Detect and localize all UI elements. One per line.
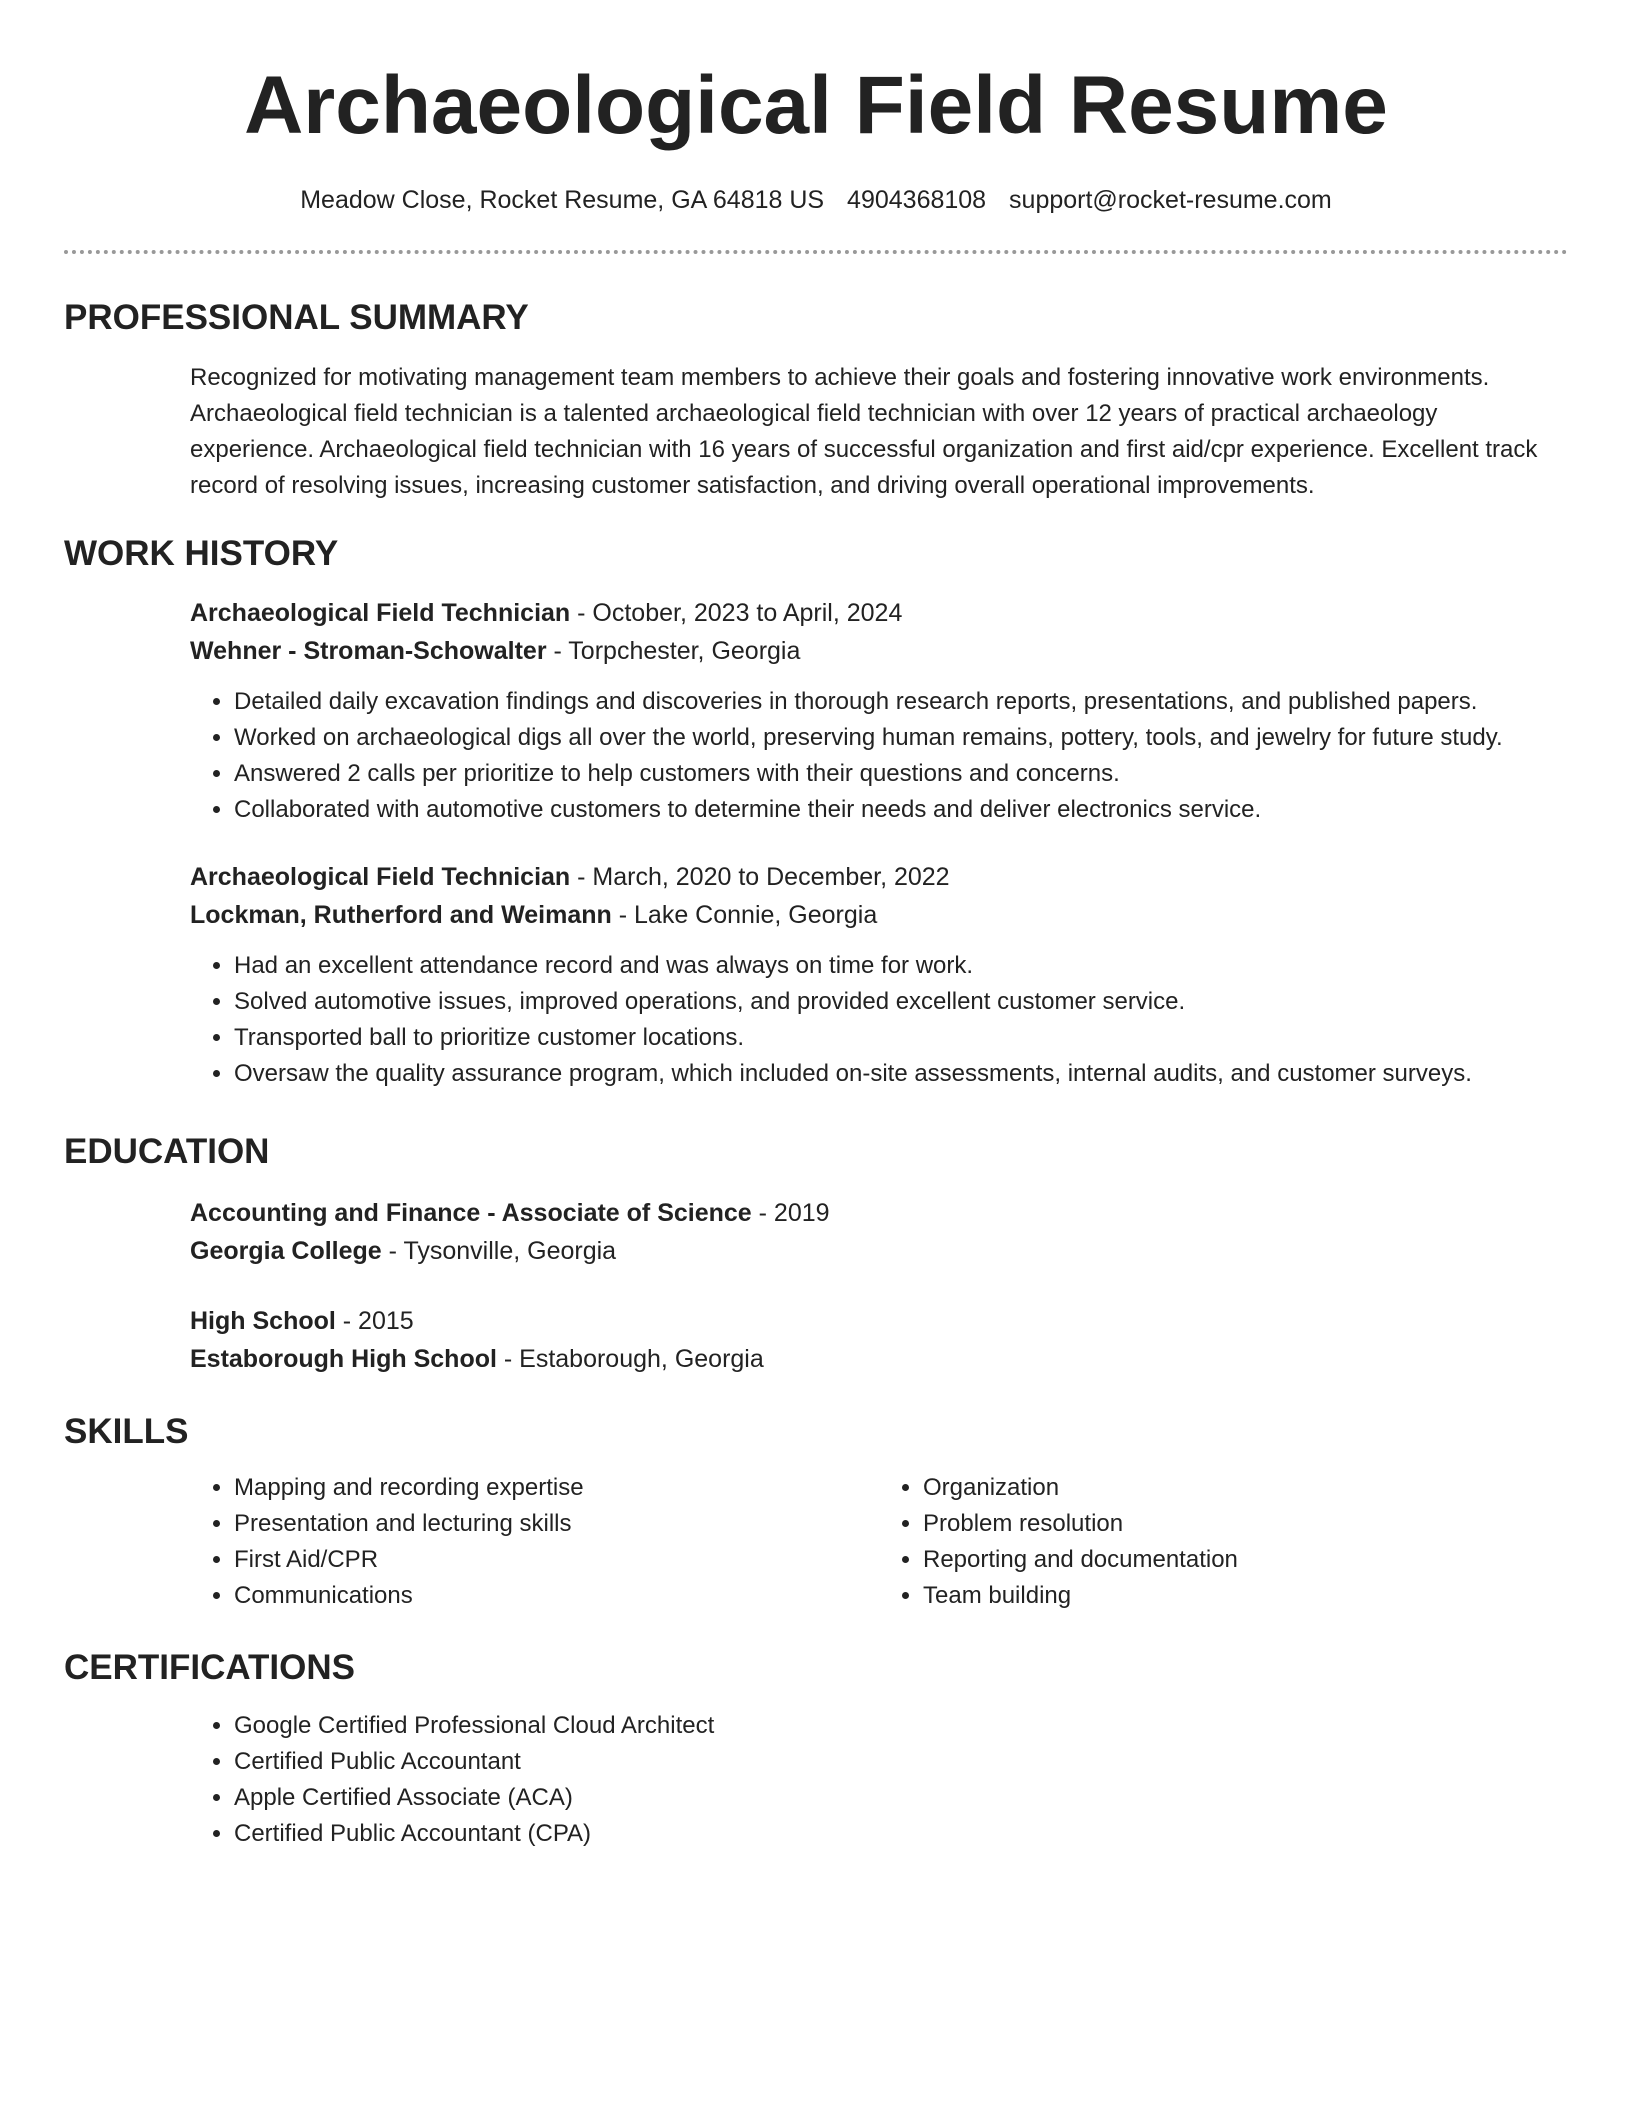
education-entry: [190, 1302, 1568, 1378]
job-company: Lockman, Rutherford and Weimann: [190, 901, 612, 929]
skill-item: • Problem resolution: [923, 1506, 1568, 1542]
skill-item: • Team building: [923, 1578, 1568, 1614]
skills-body: [190, 1470, 1568, 1614]
job-bullet: • Worked on archaeological digs all over the world, preserving human remains, pottery, tools, and jewelry for future study.: [234, 720, 1568, 756]
certification-item: • Certified Public Accountant: [234, 1744, 1568, 1780]
education-school-line: [190, 1340, 1568, 1378]
job-bullet: • Collaborated with automotive customers to determine their needs and deliver electronics service.: [234, 792, 1568, 828]
certification-item: • Certified Public Accountant (CPA): [234, 1816, 1568, 1852]
job-entry: [190, 594, 1568, 828]
job-bullet: • Transported ball to prioritize customer locations.: [234, 1020, 1568, 1056]
skill-item: • Presentation and lecturing skills: [234, 1506, 879, 1542]
education-body: [190, 1194, 1568, 1378]
job-bullet: • Answered 2 calls per prioritize to help customers with their questions and concerns.: [234, 756, 1568, 792]
education-degree-line: [190, 1194, 1568, 1232]
job-entry: [190, 858, 1568, 1092]
contact-email: support@rocket-resume.com: [1009, 186, 1332, 214]
summary-text: Recognized for motivating management team members to achieve their goals and fostering innovative work environments. Archaeological field technician is a talented archaeological field technician with over 12 years of practical archaeology experience. Archaeological field technician with 16 years of successful organization and first aid/cpr experience. Excellent track record of resolving issues, increasing customer satisfaction, and driving overall operational improvements.: [190, 364, 1538, 499]
education-degree: High School: [190, 1307, 336, 1335]
job-bullet: • Detailed daily excavation findings and discoveries in thorough research reports, presentations, and published papers.: [234, 684, 1568, 720]
skill-item: • Reporting and documentation: [923, 1542, 1568, 1578]
job-dates: - October, 2023 to April, 2024: [570, 599, 903, 627]
job-bullet: • Oversaw the quality assurance program, which included on-site assessments, internal audits, and customer surveys.: [234, 1056, 1568, 1092]
summary-section: [64, 296, 1568, 504]
summary-heading: PROFESSIONAL SUMMARY: [64, 298, 529, 337]
skill-item: • Communications: [234, 1578, 879, 1614]
contact-phone: 4904368108: [847, 186, 987, 214]
education-location: - Tysonville, Georgia: [381, 1237, 617, 1265]
job-title: Archaeological Field Technician: [190, 863, 571, 891]
education-degree-line: [190, 1302, 1568, 1340]
certifications-body: [190, 1708, 1568, 1852]
education-year: - 2015: [335, 1307, 414, 1335]
job-bullet: • Had an excellent attendance record and was always on time for work.: [234, 948, 1568, 984]
job-location: - Torpchester, Georgia: [546, 637, 801, 665]
work-history-body: [190, 594, 1568, 1092]
work-history-section: [64, 532, 1568, 1092]
job-title: Archaeological Field Technician: [190, 599, 571, 627]
work-history-heading: WORK HISTORY: [64, 534, 339, 573]
skills-column-right: [879, 1470, 1568, 1614]
education-school: Estaborough High School: [190, 1345, 497, 1373]
job-company-line: [190, 896, 1568, 934]
education-location: - Estaborough, Georgia: [496, 1345, 764, 1373]
certifications-heading: CERTIFICATIONS: [64, 1648, 356, 1687]
resume-header: [64, 56, 1568, 216]
job-bullets: [190, 948, 1568, 1092]
header-divider: [64, 250, 1568, 254]
education-degree: Accounting and Finance - Associate of Science: [190, 1199, 752, 1227]
job-dates: - March, 2020 to December, 2022: [570, 863, 950, 891]
skills-column-left: [190, 1470, 879, 1614]
job-title-line: [190, 858, 1568, 896]
job-company-line: [190, 632, 1568, 670]
job-bullets: [190, 684, 1568, 828]
job-location: - Lake Connie, Georgia: [611, 901, 878, 929]
skill-item: • First Aid/CPR: [234, 1542, 879, 1578]
job-bullet: • Solved automotive issues, improved operations, and provided excellent customer service.: [234, 984, 1568, 1020]
education-section: [64, 1130, 1568, 1378]
certification-item: • Google Certified Professional Cloud Architect: [234, 1708, 1568, 1744]
contact-address: Meadow Close, Rocket Resume, GA 64818 US: [300, 186, 825, 214]
contact-line: [64, 184, 1568, 216]
skills-grid: [190, 1470, 1568, 1614]
job-company: Wehner - Stroman-Schowalter: [190, 637, 547, 665]
education-entry: [190, 1194, 1568, 1270]
certifications-list: [190, 1708, 1568, 1852]
education-year: - 2019: [751, 1199, 830, 1227]
resume-title: Archaeological Field Resume: [244, 60, 1388, 151]
job-title-line: [190, 594, 1568, 632]
education-school-line: [190, 1232, 1568, 1270]
skill-item: • Mapping and recording expertise: [234, 1470, 879, 1506]
skills-section: [64, 1410, 1568, 1614]
certification-item: • Apple Certified Associate (ACA): [234, 1780, 1568, 1816]
certifications-section: [64, 1646, 1568, 1852]
skills-heading: SKILLS: [64, 1412, 189, 1451]
education-heading: EDUCATION: [64, 1132, 270, 1171]
education-school: Georgia College: [190, 1237, 382, 1265]
skill-item: • Organization: [923, 1470, 1568, 1506]
summary-body: [190, 360, 1568, 504]
